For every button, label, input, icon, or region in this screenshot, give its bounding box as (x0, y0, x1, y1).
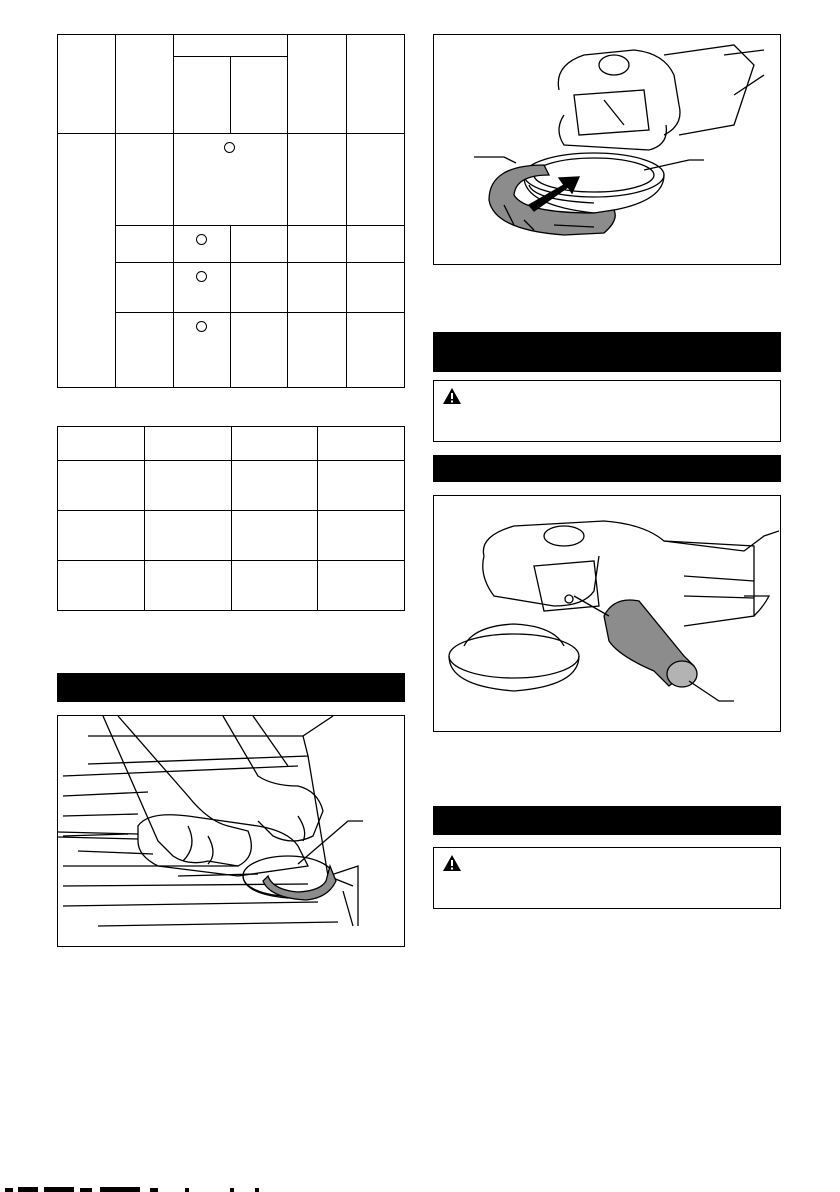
table-cell (144, 511, 231, 561)
table-cell (231, 461, 318, 511)
table-cell (288, 226, 346, 263)
table-header-cell (318, 427, 405, 461)
circle-mark-icon (196, 271, 207, 282)
table-cell (58, 511, 145, 561)
table-cell (318, 461, 405, 511)
circle-mark-icon (196, 321, 207, 332)
specification-table (57, 426, 405, 611)
table-cell (116, 134, 173, 226)
table-cell (288, 263, 346, 313)
table-cell (173, 226, 230, 263)
section-heading-bar (57, 673, 405, 702)
sanding-operation-drawing (58, 716, 403, 945)
table-cell (231, 226, 288, 263)
table-cell (173, 263, 230, 313)
warning-triangle-icon (442, 387, 462, 405)
table-cell (288, 313, 346, 388)
section-heading-bar (433, 806, 781, 835)
table-cell (144, 461, 231, 511)
circle-mark-icon (196, 234, 207, 245)
table-cell (318, 511, 405, 561)
section-heading-bar (433, 455, 781, 482)
section-heading-bar (433, 332, 781, 372)
warning-box (433, 847, 781, 909)
pad-guard-attachment-illustration (433, 34, 781, 265)
table-cell (116, 226, 173, 263)
side-grip-drawing (434, 496, 779, 730)
sanding-operation-illustration (57, 715, 405, 947)
table-cell (346, 263, 404, 313)
table-cell (116, 263, 173, 313)
table-header-cell (231, 427, 318, 461)
table-cell (231, 511, 318, 561)
table-cell (58, 561, 145, 611)
table-header-cell (173, 57, 230, 134)
table-cell (288, 134, 346, 226)
table-cell (231, 313, 288, 388)
table-cell (231, 561, 318, 611)
table-header-cell (288, 35, 346, 134)
table-header-cell (58, 427, 145, 461)
side-grip-installation-illustration (433, 495, 781, 732)
page-bottom-edge (0, 1184, 840, 1192)
table-header-cell (116, 35, 173, 134)
table-cell (144, 561, 231, 611)
circle-mark-icon (224, 142, 235, 153)
warning-box (433, 380, 781, 442)
table-cell (173, 313, 230, 388)
table-cell (116, 313, 173, 388)
pad-guard-drawing (434, 35, 779, 263)
table-header-cell (346, 35, 404, 134)
table-cell (58, 134, 116, 388)
table-cell (58, 461, 145, 511)
warning-triangle-icon (442, 854, 462, 872)
table-header-cell (173, 35, 288, 57)
table-header-cell (144, 427, 231, 461)
table-cell (346, 134, 404, 226)
table-header-cell (58, 35, 116, 134)
table-cell (173, 134, 288, 226)
table-cell (318, 561, 405, 611)
table-cell (231, 263, 288, 313)
table-cell (346, 226, 404, 263)
table-header-cell (231, 57, 288, 134)
compatibility-table (57, 34, 405, 388)
table-cell (346, 313, 404, 388)
